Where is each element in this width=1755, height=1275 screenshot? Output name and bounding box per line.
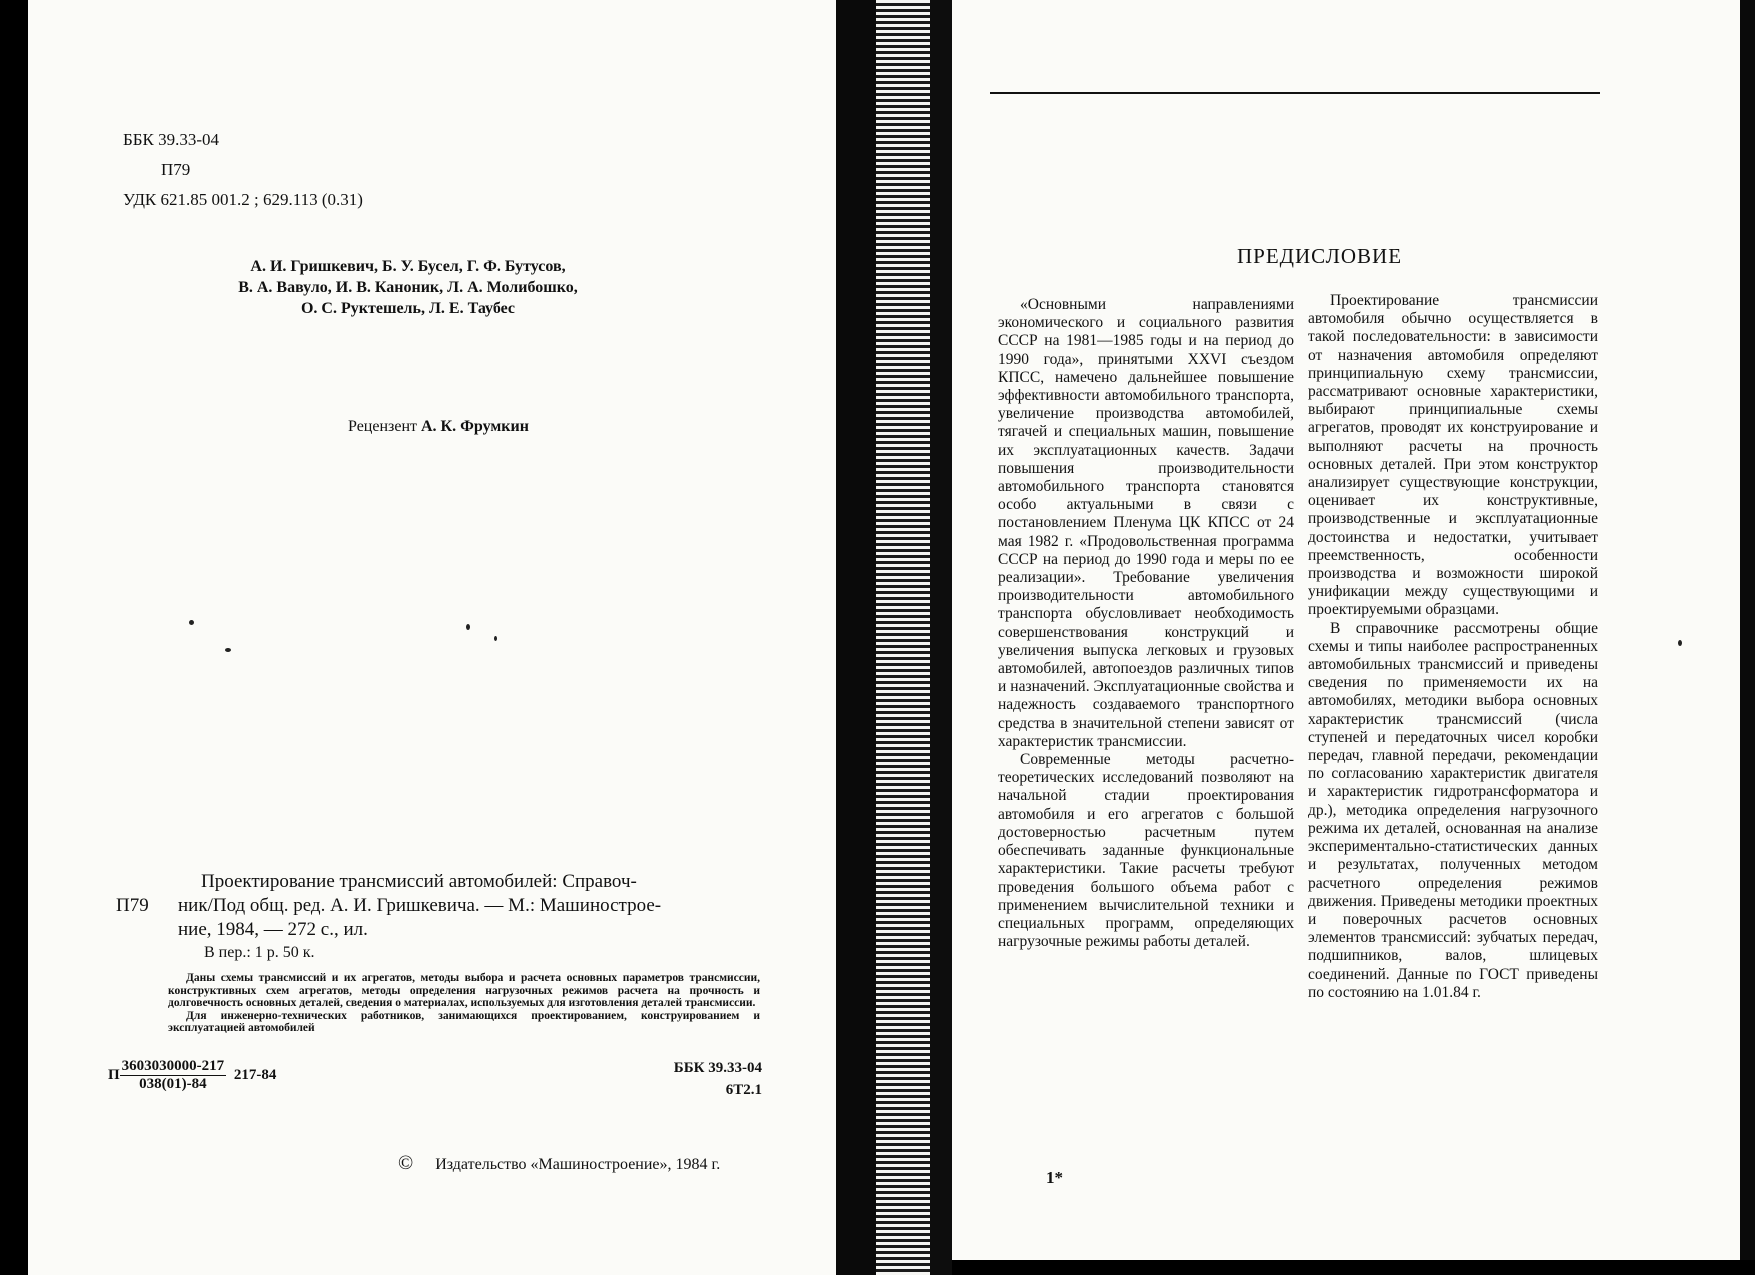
header-rule <box>990 92 1600 94</box>
index-fraction <box>120 1058 227 1093</box>
biblio-line: ник/Под общ. ред. А. И. Гришкевича. — М.: Машинострое- <box>178 895 662 916</box>
right-page <box>952 0 1755 1260</box>
page-edge-shadow <box>1740 0 1755 1260</box>
bbk-bottom <box>670 1060 762 1099</box>
reviewer <box>348 418 529 436</box>
udk-code: УДК 621.85 001.2 ; 629.113 (0.31) <box>123 190 363 209</box>
left-page <box>28 0 836 1275</box>
annotation <box>168 972 760 1035</box>
index-numerator: 3603030000-217 <box>121 1058 225 1074</box>
index-denominator: 038(01)-84 <box>139 1076 207 1092</box>
scan-speck <box>225 648 231 652</box>
preface-paragraph: Проектирование трансмиссии автомобиля обычно осуществляется в такой последовательности: в зависимости от назначения автомобиля определяют принципиальную схему трансмиссии, рассматривают основные характеристики, выбирают принципиальные схемы агрегатов, проводят их конструирование и выполняют расчеты на прочность основных деталей. При этом конструктор анализирует существующие конструкции, оценивает их конструктивные, производственные и эксплуатационные достоинства и недостатки, учитывает преемственность, особенности производства и возможности широкой унификации между существующими и проектируемыми образцами. <box>1308 292 1598 619</box>
scan-speck <box>466 624 470 630</box>
authors-line: В. А. Вавуло, И. В. Каноник, Л. А. Молибошко, <box>238 279 578 296</box>
bbk-bottom-line: 6Т2.1 <box>725 1082 762 1098</box>
section-title: ПРЕДИСЛОВИЕ <box>1237 244 1403 268</box>
reviewer-label: Рецензент <box>348 418 417 435</box>
preface-column-right <box>1308 292 1598 1002</box>
scan-speck <box>494 636 497 641</box>
classification-code: П79 <box>161 160 191 179</box>
bbk-code: ББК 39.33-04 <box>123 130 220 149</box>
scan-speck <box>189 620 194 625</box>
index-suffix: 217-84 <box>233 1066 277 1083</box>
annotation-paragraph: Даны схемы трансмиссий и их агрегатов, методы выбора и расчета основных параметров трансмиссии, конструктивных схем агрегатов, методы определения нагрузочных режимов расчета на прочность и долговечность основных деталей, сведения о материалах, используемых для изготовления деталей трансмиссии. <box>168 972 760 1009</box>
publication-index <box>108 1058 276 1093</box>
authors-line: О. С. Руктешель, Л. Е. Таубес <box>300 300 516 317</box>
biblio-code: П79 <box>116 895 149 916</box>
authors-line: А. И. Гришкевич, Б. У. Бусел, Г. Ф. Бутусов, <box>250 258 566 275</box>
reviewer-name: А. К. Фрумкин <box>421 418 529 435</box>
copyright-icon: © <box>398 1152 414 1174</box>
preface-paragraph: В справочнике рассмотрены общие схемы и типы наиболее распространенных автомобильных трансмиссий и приведены сведения по применяемости их на автомобилях, методики выбора основных характеристик трансмиссий (числа ступеней и передаточных чисел коробки передач, главной передачи, рекомендации по согласованию характеристик двигателя и характеристик гидротрансформатора и др.), методика определения нагрузочного режима их деталей, основанная на анализе экспериментально-статистических данных и результатах, полученных методом расчетного определения режимов движения. Приведены методики проектных и поверочных расчетов основных элементов трансмиссий: зубчатых передач, подшипников, валов, шлицевых соединений. Данные по ГОСТ приведены по состоянию на 1.01.84 г. <box>1308 619 1598 1001</box>
scan-speck <box>1678 640 1682 646</box>
copyright <box>398 1152 720 1175</box>
preface-column-left <box>998 296 1294 951</box>
bbk-bottom-line: ББК 39.33-04 <box>673 1060 762 1076</box>
annotation-paragraph: Для инженерно-технических работников, занимающихся проектированием, конструированием и эксплуатацией автомобилей <box>168 1009 760 1034</box>
biblio-line: Проектирование трансмиссий автомобилей: Справоч- <box>201 871 637 892</box>
spine-shadow <box>836 0 876 1275</box>
authors <box>178 256 638 319</box>
copyright-text: Издательство «Машиностроение», 1984 г. <box>435 1156 721 1173</box>
biblio-line: ние, 1984, — 272 с., ил. <box>178 919 368 940</box>
bibliographic-entry <box>116 870 761 942</box>
spine-shadow <box>930 0 952 1275</box>
preface-paragraph: «Основными направлениями экономического и социального развития СССР на 1981—1985 годы и на период до 1990 года», принятыми XXVI съездом КПСС, намечено дальнейшее повышение эффективности автомобильного транспорта, увеличение производства автомобилей, тягачей и специальных машин, повышение их эксплуатационных качеств. Задачи повышения производительности автомобильного транспорта становятся особо актуальными в связи с постановлением Пленума ЦК КПСС от 24 мая 1982 г. «Продовольственная программа СССР на период до 1990 года и меры по ее реализации». Требование увеличения производительности автомобильного транспорта обусловливает необходимость совершенствования конструкций и увеличения выпуска легковых и грузовых автомобилей, автопоездов различных типов и назначений. Эксплуатационные свойства и надежность создаваемого транспортного средства в значительной степени зависят от характеристик трансмиссии. <box>998 296 1294 750</box>
price: В пер.: 1 р. 50 к. <box>204 944 315 961</box>
index-prefix: П <box>108 1066 120 1083</box>
preface-paragraph: Современные методы расчетно-теоретических исследований позволяют на начальной стадии проектирования автомобиля и его агрегатов с большой достоверностью расчетным путем обеспечивать заданные функциональные характеристики. Такие расчеты требуют проведения большого объема работ с применением вычислительной техники и специальных программ, определяющих нагрузочные режимы работы деталей. <box>998 751 1294 951</box>
page-number: 1* <box>1046 1168 1063 1187</box>
